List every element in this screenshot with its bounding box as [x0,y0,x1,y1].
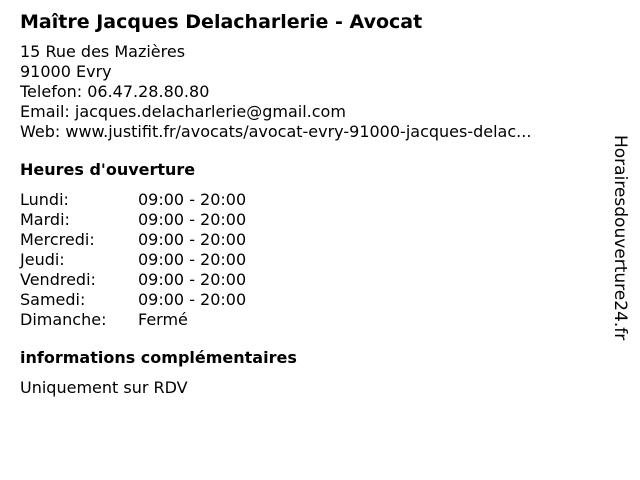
content [20,10,600,398]
hours-day: Dimanche: [20,310,107,329]
hours-time: 09:00 - 20:00 [138,290,247,309]
hours-day: Vendredi: [20,270,96,289]
hours-row [20,270,246,290]
page-title: Maître Jacques Delacharlerie - Avocat [20,11,423,33]
phone-text: Telefon: 06.47.28.80.80 [20,82,210,101]
hours-day: Mardi: [20,210,70,229]
hours-day: Samedi: [20,290,86,309]
hours-time: Fermé [138,310,188,329]
hours-table-body [20,190,246,330]
hours-day: Mercredi: [20,230,95,249]
city-address: 91000 Evry [20,62,112,81]
web-link[interactable]: Web: www.justifit.fr/avocats/avocat-evry-91000-jacques-delac... [20,122,532,141]
info-text: Uniquement sur RDV [20,378,188,397]
info-heading: informations complémentaires [20,348,297,367]
hours-table [20,190,246,330]
hours-time: 09:00 - 20:00 [138,270,247,289]
email-text: Email: jacques.delacharlerie@gmail.com [20,102,346,121]
hours-day: Lundi: [20,190,69,209]
hours-row [20,250,246,270]
hours-row [20,210,246,230]
hours-row [20,290,246,310]
hours-day: Jeudi: [20,250,65,269]
street-address: 15 Rue des Mazières [20,42,186,61]
hours-time: 09:00 - 20:00 [138,210,247,229]
hours-row [20,190,246,210]
hours-heading: Heures d'ouverture [20,160,196,179]
hours-time: 09:00 - 20:00 [138,190,247,209]
hours-row [20,310,246,330]
hours-time: 09:00 - 20:00 [138,230,247,249]
hours-time: 09:00 - 20:00 [138,250,247,269]
hours-row [20,230,246,250]
site-watermark: Horairesdouverture24.fr [610,135,630,341]
